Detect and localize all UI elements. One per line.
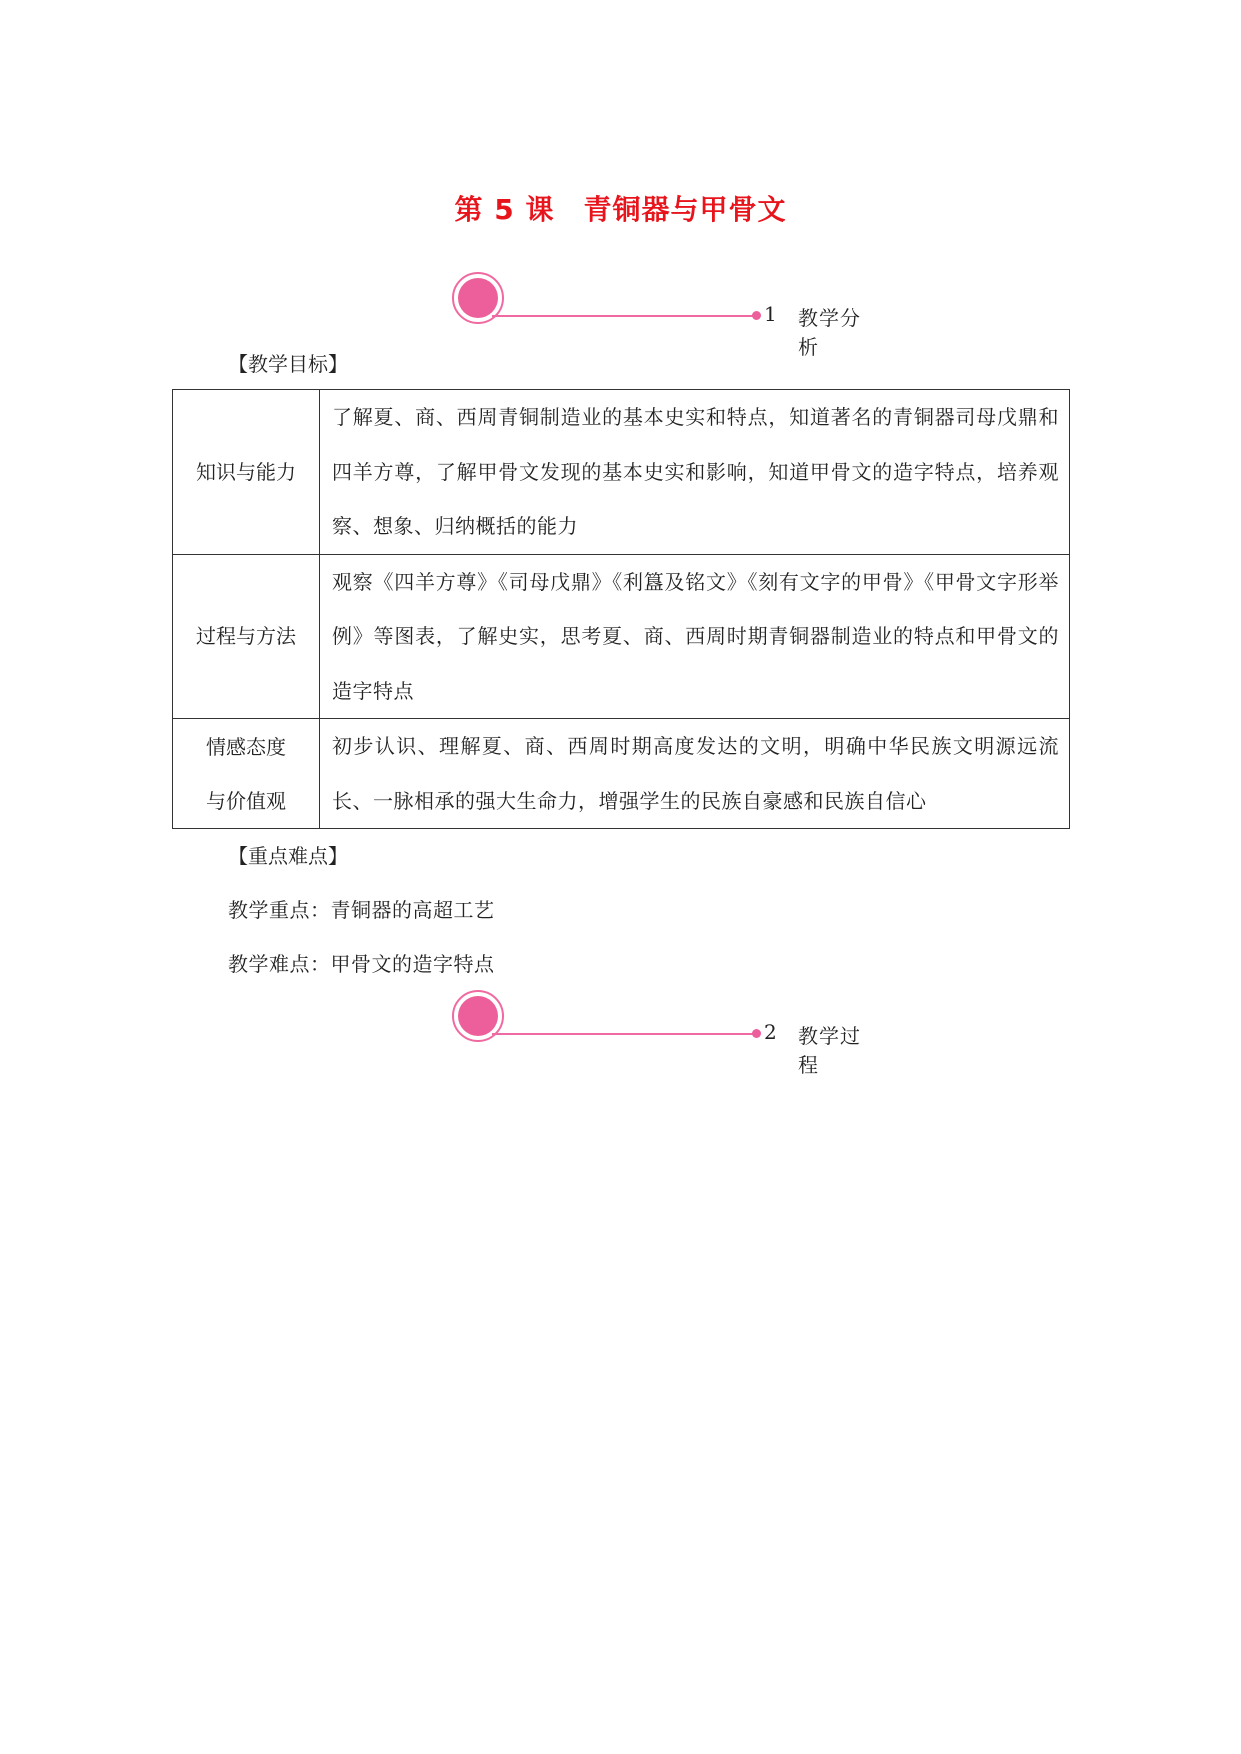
section-dot-icon	[752, 1029, 761, 1038]
section-header-analysis	[452, 272, 872, 359]
objective-category	[173, 719, 320, 829]
section-number: 2	[764, 1020, 777, 1044]
section-divider-line	[492, 1033, 754, 1035]
table-row	[173, 390, 1070, 555]
objective-category: 知识与能力	[173, 390, 320, 555]
teaching-goals-heading: 【教学目标】	[228, 352, 348, 376]
section-divider-line	[492, 315, 754, 317]
table-row	[173, 554, 1070, 719]
objective-description: 了解夏、商、西周青铜制造业的基本史实和特点，知道著名的青铜器司母戊鼎和四羊方尊，了解甲骨文发现的基本史实和影响，知道甲骨文的造字特点，培养观察、想象、归纳概括的能力	[320, 390, 1070, 555]
key-points-heading: 【重点难点】	[228, 844, 348, 868]
section-circle-fill-icon	[458, 996, 498, 1036]
objectives-table	[172, 389, 1070, 829]
section-circle-fill-icon	[458, 278, 498, 318]
objective-description: 初步认识、理解夏、商、西周时期高度发达的文明，明确中华民族文明源远流长、一脉相承的强大生命力，增强学生的民族自豪感和民族自信心	[320, 719, 1070, 829]
difficult-point-text: 教学难点：甲骨文的造字特点	[228, 952, 495, 976]
section-header-process	[452, 990, 872, 1077]
section-number: 1	[764, 302, 777, 326]
objective-category: 过程与方法	[173, 554, 320, 719]
section-dot-icon	[752, 311, 761, 320]
key-point-text: 教学重点：青铜器的高超工艺	[228, 898, 495, 922]
objective-description: 观察《四羊方尊》《司母戊鼎》《利簋及铭文》《刻有文字的甲骨》《甲骨文字形举例》等图表，了解史实，思考夏、商、西周时期青铜器制造业的特点和甲骨文的造字特点	[320, 554, 1070, 719]
section-label: 教学过程	[798, 1024, 861, 1077]
section-label: 教学分析	[798, 306, 861, 359]
table-row	[173, 719, 1070, 829]
objective-category-line: 情感态度	[206, 734, 286, 759]
objective-category-line: 与价值观	[206, 788, 286, 813]
page-title: 第 5 课 青铜器与甲骨文	[454, 193, 787, 226]
